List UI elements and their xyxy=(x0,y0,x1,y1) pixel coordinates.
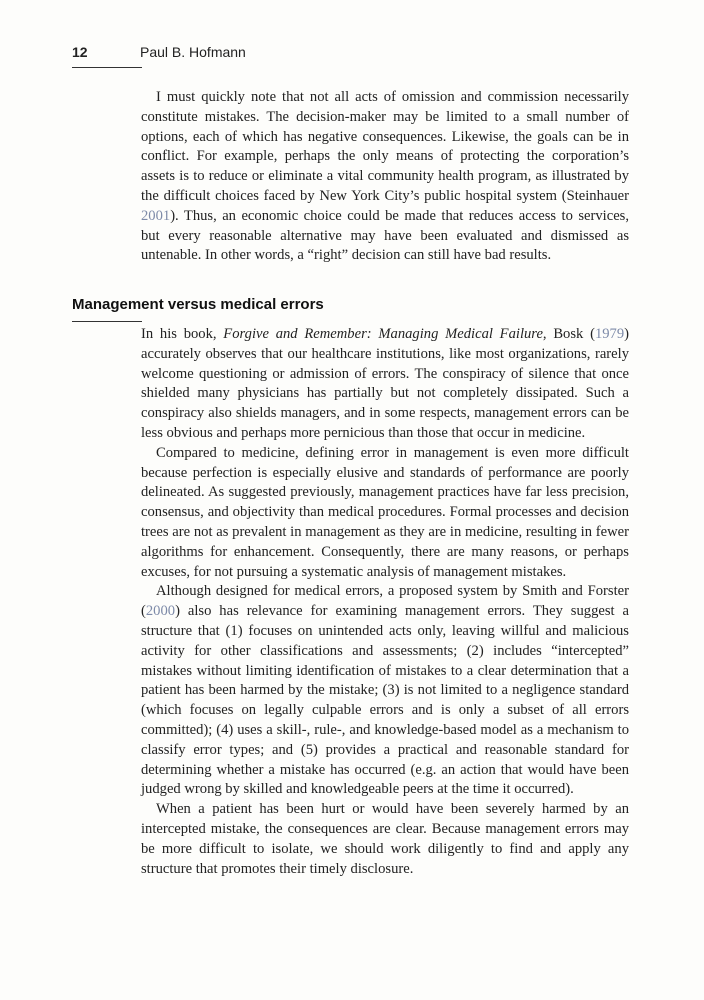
running-head-author: Paul B. Hofmann xyxy=(140,44,246,60)
citation-link[interactable]: 2001 xyxy=(141,207,171,224)
running-head xyxy=(72,44,246,60)
intro-text-block xyxy=(141,88,629,266)
p1-text-end: ) accurately observes that our healthcare institutions, like most organizations, rarely welcome questioning or admission of errors. The conspiracy of silence that once shielded many physicians has partially but not completely dissipated. Such a conspiracy also shields managers, and in some respects, management errors can be less obvious and perhaps more pernicious than those that occur in medicine. xyxy=(141,326,630,441)
section-text-block xyxy=(141,325,629,879)
p3-text: Although designed for medical errors, a proposed system by Smith and Forster ( xyxy=(141,583,629,620)
section-rule xyxy=(72,321,142,322)
section-paragraph-3 xyxy=(141,582,629,800)
p1-text: In his book, xyxy=(141,326,224,342)
header-rule xyxy=(72,67,142,68)
page-number: 12 xyxy=(72,44,88,60)
section-paragraph-4: When a patient has been hurt or would have been severely harmed by an intercepted mistake, the consequences are clear. Because management errors may be more difficult to isolate, we should work diligently to find and apply any structure that promotes their timely disclosure. xyxy=(141,801,629,877)
section-paragraph-1 xyxy=(141,325,629,444)
intro-text-end: ). Thus, an economic choice could be made that reduces access to services, but every reasonable alternative may have been evaluated and dismissed as untenable. In other words, a “right” decision can still have bad results. xyxy=(141,207,629,264)
intro-text: I must quickly note that not all acts of omission and commission necessarily constitute mistakes. The decision-maker may be limited to a small number of options, each of which has negative consequences. Likewise, the goals can be in conflict. For example, perhaps the only means of protecting the corporation’s assets is to reduce or eliminate a vital community health program, as illustrated by the difficult choices faced by New York City’s public hospital system (Steinhauer xyxy=(141,89,629,204)
section-heading: Management versus medical errors xyxy=(72,296,324,313)
p3-text-end: ) also has relevance for examining management errors. They suggest a structure that (1) focuses on unintended acts only, leaving willful and malicious activity for other classifications and assessments; (2) includes “intercepted” mistakes without limiting identification of mistakes to a clear determination that a patient has been harmed by the mistake; (3) is not limited to a negligence standard (which focuses on legally culpable errors and is only a subset of all errors committed); (4) uses a skill-, rule-, and knowledge-based model as a mechanism to classify error types; and (5) provides a practical and reasonable standard for determining whether a mistake has occurred (e.g. an action that would have been judged wrong by skilled and knowledgeable peers at the time it occurred). xyxy=(141,603,629,798)
intro-paragraph xyxy=(141,88,629,266)
book-title: Forgive and Remember: Managing Medical Failure xyxy=(223,326,543,342)
p1-text-mid: , Bosk ( xyxy=(542,326,595,342)
citation-link[interactable]: 2000 xyxy=(145,603,176,620)
citation-link[interactable]: 1979 xyxy=(594,326,625,342)
section-paragraph-2: Compared to medicine, defining error in management is even more difficult because perfection is especially elusive and standards of performance are poorly delineated. As suggested previously, management practices have far less precision, consensus, and objectivity than medical procedures. Formal processes and decision trees are not as prevalent in management as they are in medicine, resulting in fewer algorithms for enhancement. Consequently, there are many reasons, or perhaps excuses, for not pursuing a systematic analysis of management mistakes. xyxy=(141,444,629,580)
